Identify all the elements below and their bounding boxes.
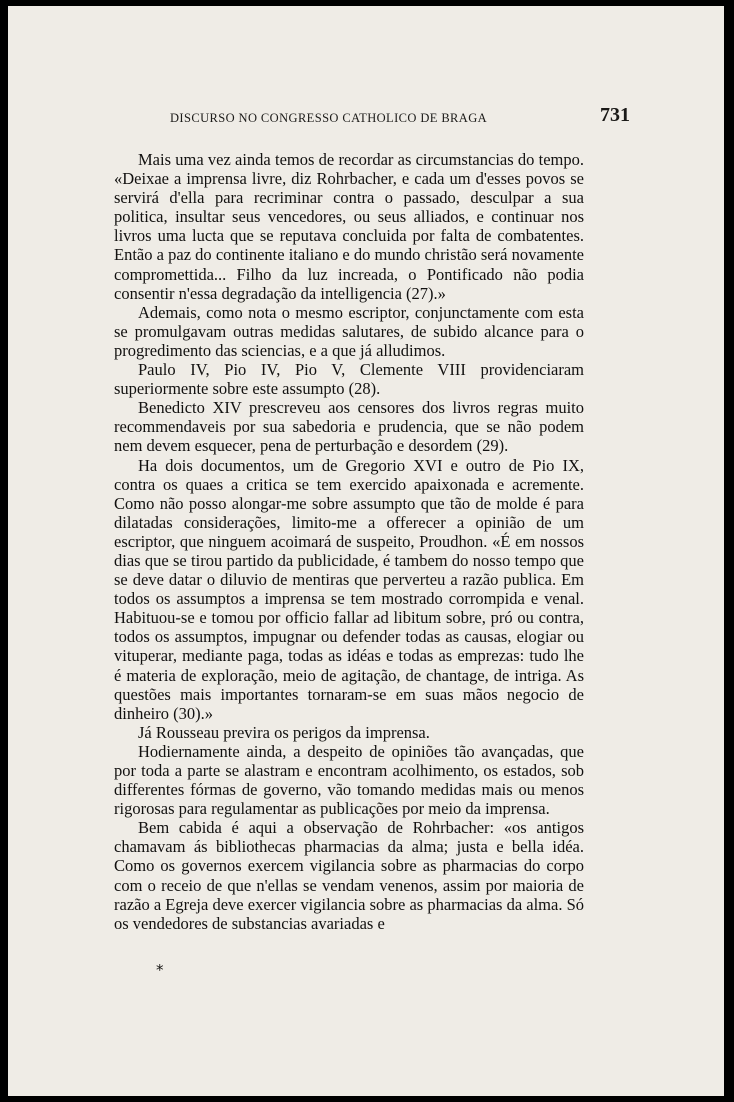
signature-mark: * (156, 961, 164, 979)
paragraph: Já Rousseau previra os perigos da imprensa. (138, 722, 430, 742)
book-page (8, 6, 724, 1096)
running-title: DISCURSO NO CONGRESSO CATHOLICO DE BRAGA (170, 111, 488, 125)
page-number: 731 (600, 104, 630, 126)
body-text (114, 150, 584, 933)
paragraph: Hodiernamente ainda, a despeito de opiniões tão avançadas, que por toda a parte se alastram e encontram acolhimento, os estados, sob differentes fórmas de governo, vão tomando medidas mais ou menos rigorosas para regulamentar as publicações por meio da imprensa. (114, 741, 584, 819)
paragraph: Benedicto XIV prescreveu aos censores dos livros regras muito recommendaveis por sua sabedoria e prudencia, que se não podem nem devem esquecer, pena de perturbação e desordem (29). (114, 398, 584, 456)
paragraph: Ademais, como nota o mesmo escriptor, conjunctamente com esta se promulgavam outras medidas salutares, de subido alcance para o progredimento das sciencias, e a que já alludimos. (114, 302, 584, 360)
paragraph: Bem cabida é aqui a observação de Rohrbacher: «os antigos chamavam ás bibliothecas pharmacias da alma; justa e bella idéa. Como os governos exercem vigilancia sobre as pharmacias do corpo com o receio de que n'ellas se vendam venenos, assim por maioria de razão a Egreja deve exercer vigilancia sobre as pharmacias da alma. Só os vendedores de substancias avariadas e (114, 818, 585, 933)
paragraph: Mais uma vez ainda temos de recordar as circumstancias do tempo. «Deixae a imprensa livre, diz Rohrbacher, e cada um d'esses povos se servirá d'ella para recriminar contra o passado, desculpar a sua politica, insultar seus vencedores, ou seus alliados, e continuar nos livros uma lucta que se reputava concluida por falta de combatentes. Então a paz do continente italiano e do mundo christão será novamente compromettida... Filho da luz increada, o Pontificado não podia consentir n'essa degradação da intelligencia (27).» (114, 150, 584, 303)
paragraph: Paulo IV, Pio IV, Pio V, Clemente VIII providenciaram superiormente sobre este assumpto (28). (114, 360, 584, 399)
page-header (110, 102, 630, 130)
paragraph: Ha dois documentos, um de Gregorio XVI e outro de Pio IX, contra os quaes a critica se tem exercido apaixonada e acremente. Como não posso alongar-me sobre assumpto que tão de molde é para dilatadas considerações, limito-me a offerecer a opinião de um escriptor, que ninguem acoimará de suspeito, Proudhon. «É em nossos dias que se tirou partido da publicidade, é tambem do nosso tempo que se deve datar o diluvio de mentiras que perverteu a razão publica. Em todos os assumptos a imprensa se tem mostrado corrompida e venal. Habituou-se e tomou por officio fallar ad libitum sobre, pró ou contra, todos os assumptos, impugnar ou defender todas as causas, elogiar ou vituperar, mediante paga, todas as idéas e todas as emprezas: tudo lhe é materia de exploração, meio de agitação, de chantage, de intriga. As questões mais importantes tornaram-se em suas mãos negocio de dinheiro (30).» (114, 455, 584, 723)
